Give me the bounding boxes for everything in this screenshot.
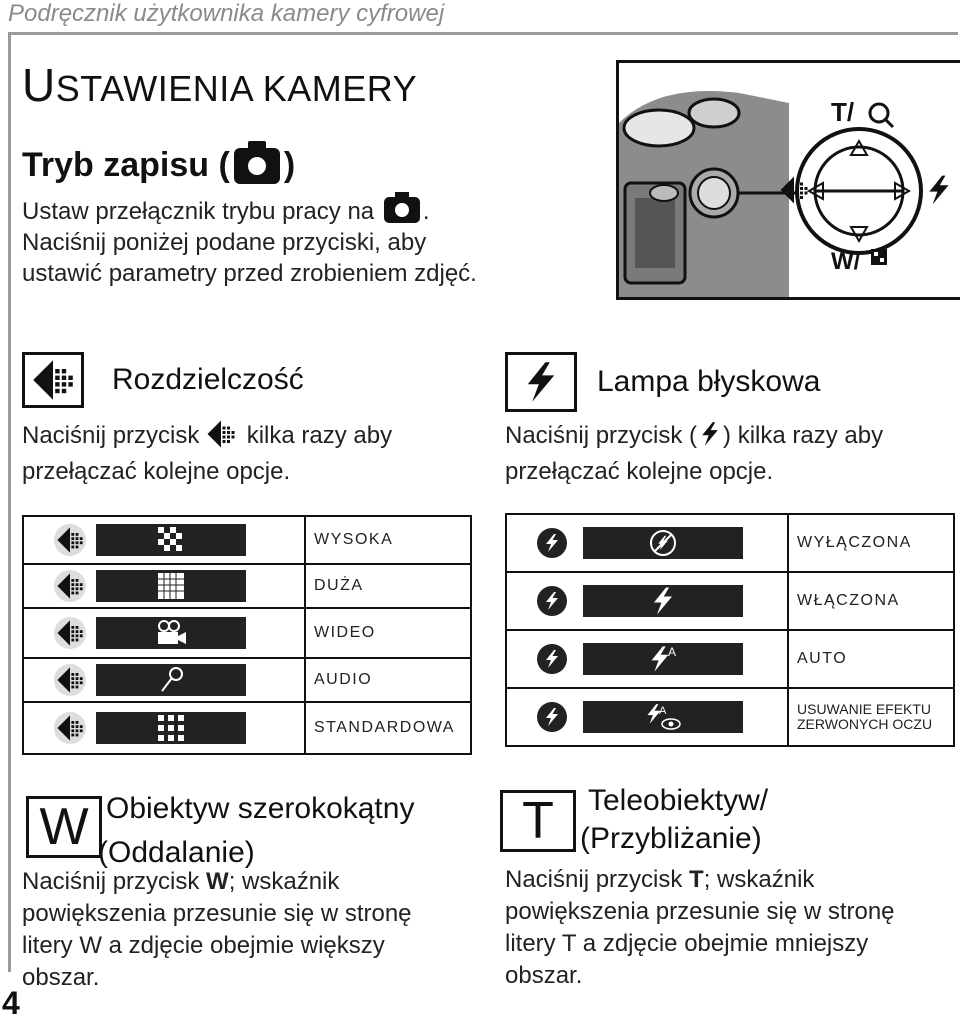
margin-rule [8, 32, 11, 972]
flash-on-icon [583, 585, 743, 617]
tele-text: Naciśnij przycisk T; wskaźnik powiększenia przesunie się w stronę litery T a zdjęcie obejmie mniejszy obszar. [505, 866, 895, 989]
page-number: 4 [2, 985, 20, 1021]
video-camera-icon [96, 617, 246, 649]
quality-standard-icon [96, 712, 246, 744]
wide-title-line2: (Oddalanie) [98, 836, 255, 869]
tele-letter-icon: T [500, 790, 576, 852]
camera-icon [384, 197, 420, 223]
flash-off-icon [583, 527, 743, 559]
page-header: Podręcznik użytkownika kamery cyfrowej [8, 0, 445, 27]
wide-text: Naciśnij przycisk W; wskaźnik powiększenia przesunie się w stronę litery W a zdjęcie obejmie większy obszar. [22, 868, 412, 991]
flash-icon [537, 528, 567, 558]
flash-icon [697, 419, 723, 449]
resolution-icon [22, 352, 84, 408]
option-label: WŁĄCZONA [788, 572, 954, 630]
flash-icon [537, 644, 567, 674]
resolution-icon [52, 662, 88, 698]
quality-large-icon [96, 570, 246, 602]
flash-icon [537, 586, 567, 616]
microphone-icon [96, 664, 246, 696]
camera-icon [234, 148, 280, 184]
svg-text:T/: T/ [831, 97, 855, 127]
option-label: AUDIO [305, 658, 471, 702]
flash-text: Naciśnij przycisk ( ) kilka razy aby przełączać kolejne opcje. [505, 418, 925, 490]
option-label: STANDARDOWA [305, 702, 471, 754]
resolution-icon [52, 568, 88, 604]
section-title: Tryb zapisu ( ) [22, 146, 296, 184]
resolution-icon [52, 710, 88, 746]
wide-letter-icon: W [26, 796, 102, 858]
svg-text:A: A [668, 645, 677, 659]
option-label: WYŁĄCZONA [788, 514, 954, 572]
intro-text: Ustaw przełącznik trybu pracy na . Naciśnij poniżej podane przyciski, aby ustawić parametry przed zrobieniem zdjęć. [22, 198, 477, 287]
tele-title-line1: Teleobiektyw/ [588, 784, 769, 817]
flash-auto-icon [583, 643, 743, 675]
resolution-icon [52, 615, 88, 651]
svg-text:A: A [659, 705, 667, 717]
quality-high-icon [96, 524, 246, 556]
resolution-icon [206, 419, 240, 449]
option-label: DUŻA [305, 564, 471, 608]
option-label: USUWANIE EFEKTU ZERWONYCH OCZU [788, 688, 954, 746]
red-eye-icon [583, 701, 743, 733]
resolution-options-table [22, 515, 472, 755]
svg-text:W/: W/ [831, 248, 861, 275]
page-title: USTAWIENIA KAMERY [22, 59, 418, 111]
flash-icon [505, 352, 577, 412]
camera-illustration [616, 60, 960, 300]
option-label: WYSOKA [305, 516, 471, 564]
flash-icon [537, 702, 567, 732]
option-label: WIDEO [305, 608, 471, 658]
wide-title-line1: Obiektyw szerokokątny [106, 792, 415, 825]
header-rule [8, 32, 958, 35]
resolution-icon [52, 522, 88, 558]
resolution-heading: Rozdzielczość [22, 352, 304, 408]
option-label: AUTO [788, 630, 954, 688]
resolution-text: Naciśnij przycisk kilka razy aby przełączać kolejne opcje. [22, 418, 482, 490]
tele-title-line2: (Przybliżanie) [580, 822, 762, 855]
flash-heading: Lampa błyskowa [505, 352, 820, 412]
flash-options-table [505, 513, 955, 747]
